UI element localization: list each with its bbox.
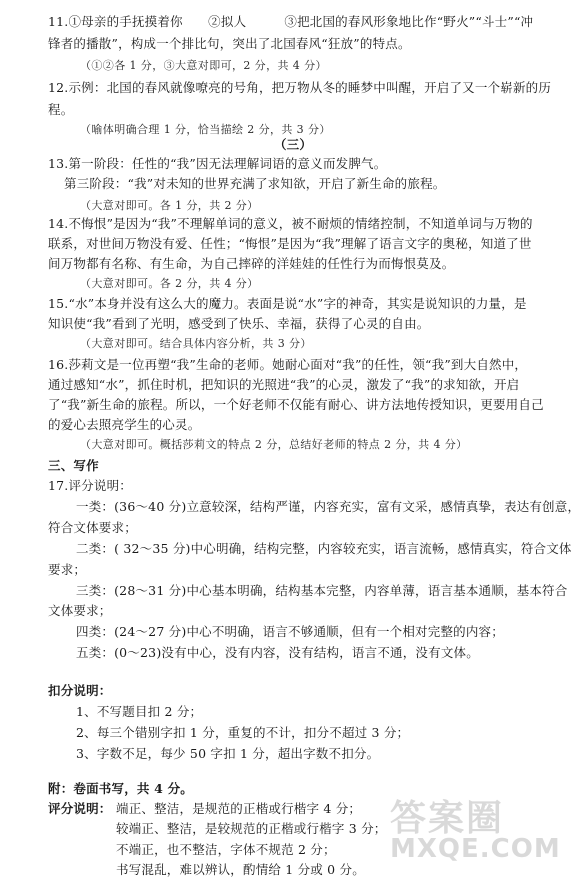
category3-line1: 三类：(28～31 分)中心基本明确，结构基本完整，内容单薄，语言基本通顺，基本符合 bbox=[76, 583, 568, 598]
handwriting-level-2: 不端正，也不整洁，字体不规范 2 分； bbox=[116, 842, 336, 857]
q14-line3: 间万物都有名称、有生命，为自己摔碎的洋娃娃的任性行为而悔恨莫及。 bbox=[48, 256, 455, 271]
site-watermark bbox=[382, 786, 562, 866]
deduction-item-2: 2、每三个错别字扣 1 分，重复的不计，扣分不超过 3 分； bbox=[76, 725, 410, 740]
category2-line2: 要求； bbox=[48, 562, 87, 577]
q11-line2: 锋者的播散”，构成一个排比句，突出了北国春风“狂放”的特点。 bbox=[48, 36, 411, 51]
q16-line1: 16.莎莉文是一位再塑“我”生命的老师。她耐心面对“我”的任性，领“我”到大自然中， bbox=[48, 357, 528, 372]
category4-line1: 四类：(24～27 分)中心不明确，语言不够通顺，但有一个相对完整的内容； bbox=[76, 624, 504, 639]
q12-scoring-note: （喻体明确合理 1 分，恰当描绘 2 分，共 3 分） bbox=[80, 123, 331, 136]
deductions-heading: 扣分说明： bbox=[48, 683, 112, 698]
category2-line1: 二类：( 32～35 分)中心明确，结构完整，内容较充实，语言流畅，感情真实，符合文体 bbox=[76, 541, 572, 556]
q12-line1: 12.示例：北国的春风就像嘹亮的号角，把万物从冬的睡梦中叫醒，开启了又一个崭新的历 bbox=[48, 80, 552, 95]
q17-title: 17.评分说明： bbox=[48, 478, 132, 493]
q15-scoring-note: （大意对即可。结合具体内容分析，共 3 分） bbox=[80, 337, 312, 350]
section-three-heading: （三） bbox=[273, 137, 313, 152]
watermark-url-text: MXQE.COM bbox=[390, 834, 561, 864]
q14-line1: 14.不悔恨”是因为“我”不理解单词的意义，被不耐烦的情绪控制，不知道单词与万物的 bbox=[48, 216, 533, 231]
handwriting-level-4: 端正、整洁，是规范的正楷或行楷字 4 分； bbox=[116, 801, 362, 816]
watermark-logo-text: 答案圈 bbox=[390, 798, 505, 839]
q14-scoring-note: （大意对即可。各 2 分，共 4 分） bbox=[80, 277, 259, 290]
appendix-scoring-label: 评分说明： bbox=[48, 801, 112, 816]
q11-scoring-note: （①②各 1 分，③大意对即可，2 分，共 4 分） bbox=[80, 59, 327, 72]
q16-line2: 通过感知“水”，抓住时机，把知识的光照进“我”的心灵，激发了“我”的求知欲，开启 bbox=[48, 377, 520, 392]
q15-line2: 知识使“我”看到了光明，感受到了快乐、幸福，获得了心灵的自由。 bbox=[48, 316, 430, 331]
q16-scoring-note: （大意对即可。概括莎莉文的特点 2 分，总结好老师的特点 2 分，共 4 分） bbox=[80, 438, 468, 451]
q14-line2: 联系，对世间万物没有爱、任性；“悔恨”是因为“我”理解了语言文字的奥秘，知道了世 bbox=[48, 236, 532, 251]
appendix-heading: 附：卷面书写，共 4 分。 bbox=[48, 781, 194, 796]
handwriting-level-1: 书写混乱，难以辨认，酌情给 1 分或 0 分。 bbox=[116, 862, 365, 877]
category1-line1: 一类：(36～40 分)立意较深，结构严谨，内容充实，富有文采，感情真挚，表达有创意， bbox=[76, 499, 581, 514]
deduction-item-3: 3、字数不足，每少 50 字扣 1 分，超出字数不扣分。 bbox=[76, 746, 380, 761]
q16-line3: 了“我”新生命的旅程。所以，一个好老师不仅能有耐心、讲方法地传授知识，更要用自己 bbox=[48, 397, 544, 412]
handwriting-level-3: 较端正、整洁，是较规范的正楷或行楷字 3 分； bbox=[116, 821, 387, 836]
writing-heading: 三、写作 bbox=[48, 458, 99, 473]
q13-line2: 第三阶段：“我”对未知的世界充满了求知欲，开启了新生命的旅程。 bbox=[64, 176, 446, 191]
q12-line2: 程。 bbox=[48, 102, 74, 117]
category1-line2: 符合文体要求； bbox=[48, 520, 137, 535]
category3-line2: 文体要求； bbox=[48, 603, 112, 618]
q11-line1: 11.①母亲的手抚摸着你 ②拟人 ③把北国的春风形象地比作“野火”“斗士”“冲 bbox=[48, 14, 534, 29]
deduction-item-1: 1、不写题目扣 2 分； bbox=[76, 704, 203, 719]
q16-line4: 的爱心去照亮学生的心灵。 bbox=[48, 417, 201, 432]
q15-line1: 15.“水”本身并没有这么大的魔力。表面是说“水”字的神奇，其实是说知识的力量，是 bbox=[48, 296, 527, 311]
q13-scoring-note: （大意对即可。各 1 分，共 2 分） bbox=[80, 199, 259, 212]
category5-line1: 五类：(0～23)没有中心，没有内容，没有结构，语言不通，没有文体。 bbox=[76, 645, 479, 660]
q13-line1: 13.第一阶段：任性的“我”因无法理解词语的意义而发脾气。 bbox=[48, 156, 387, 171]
